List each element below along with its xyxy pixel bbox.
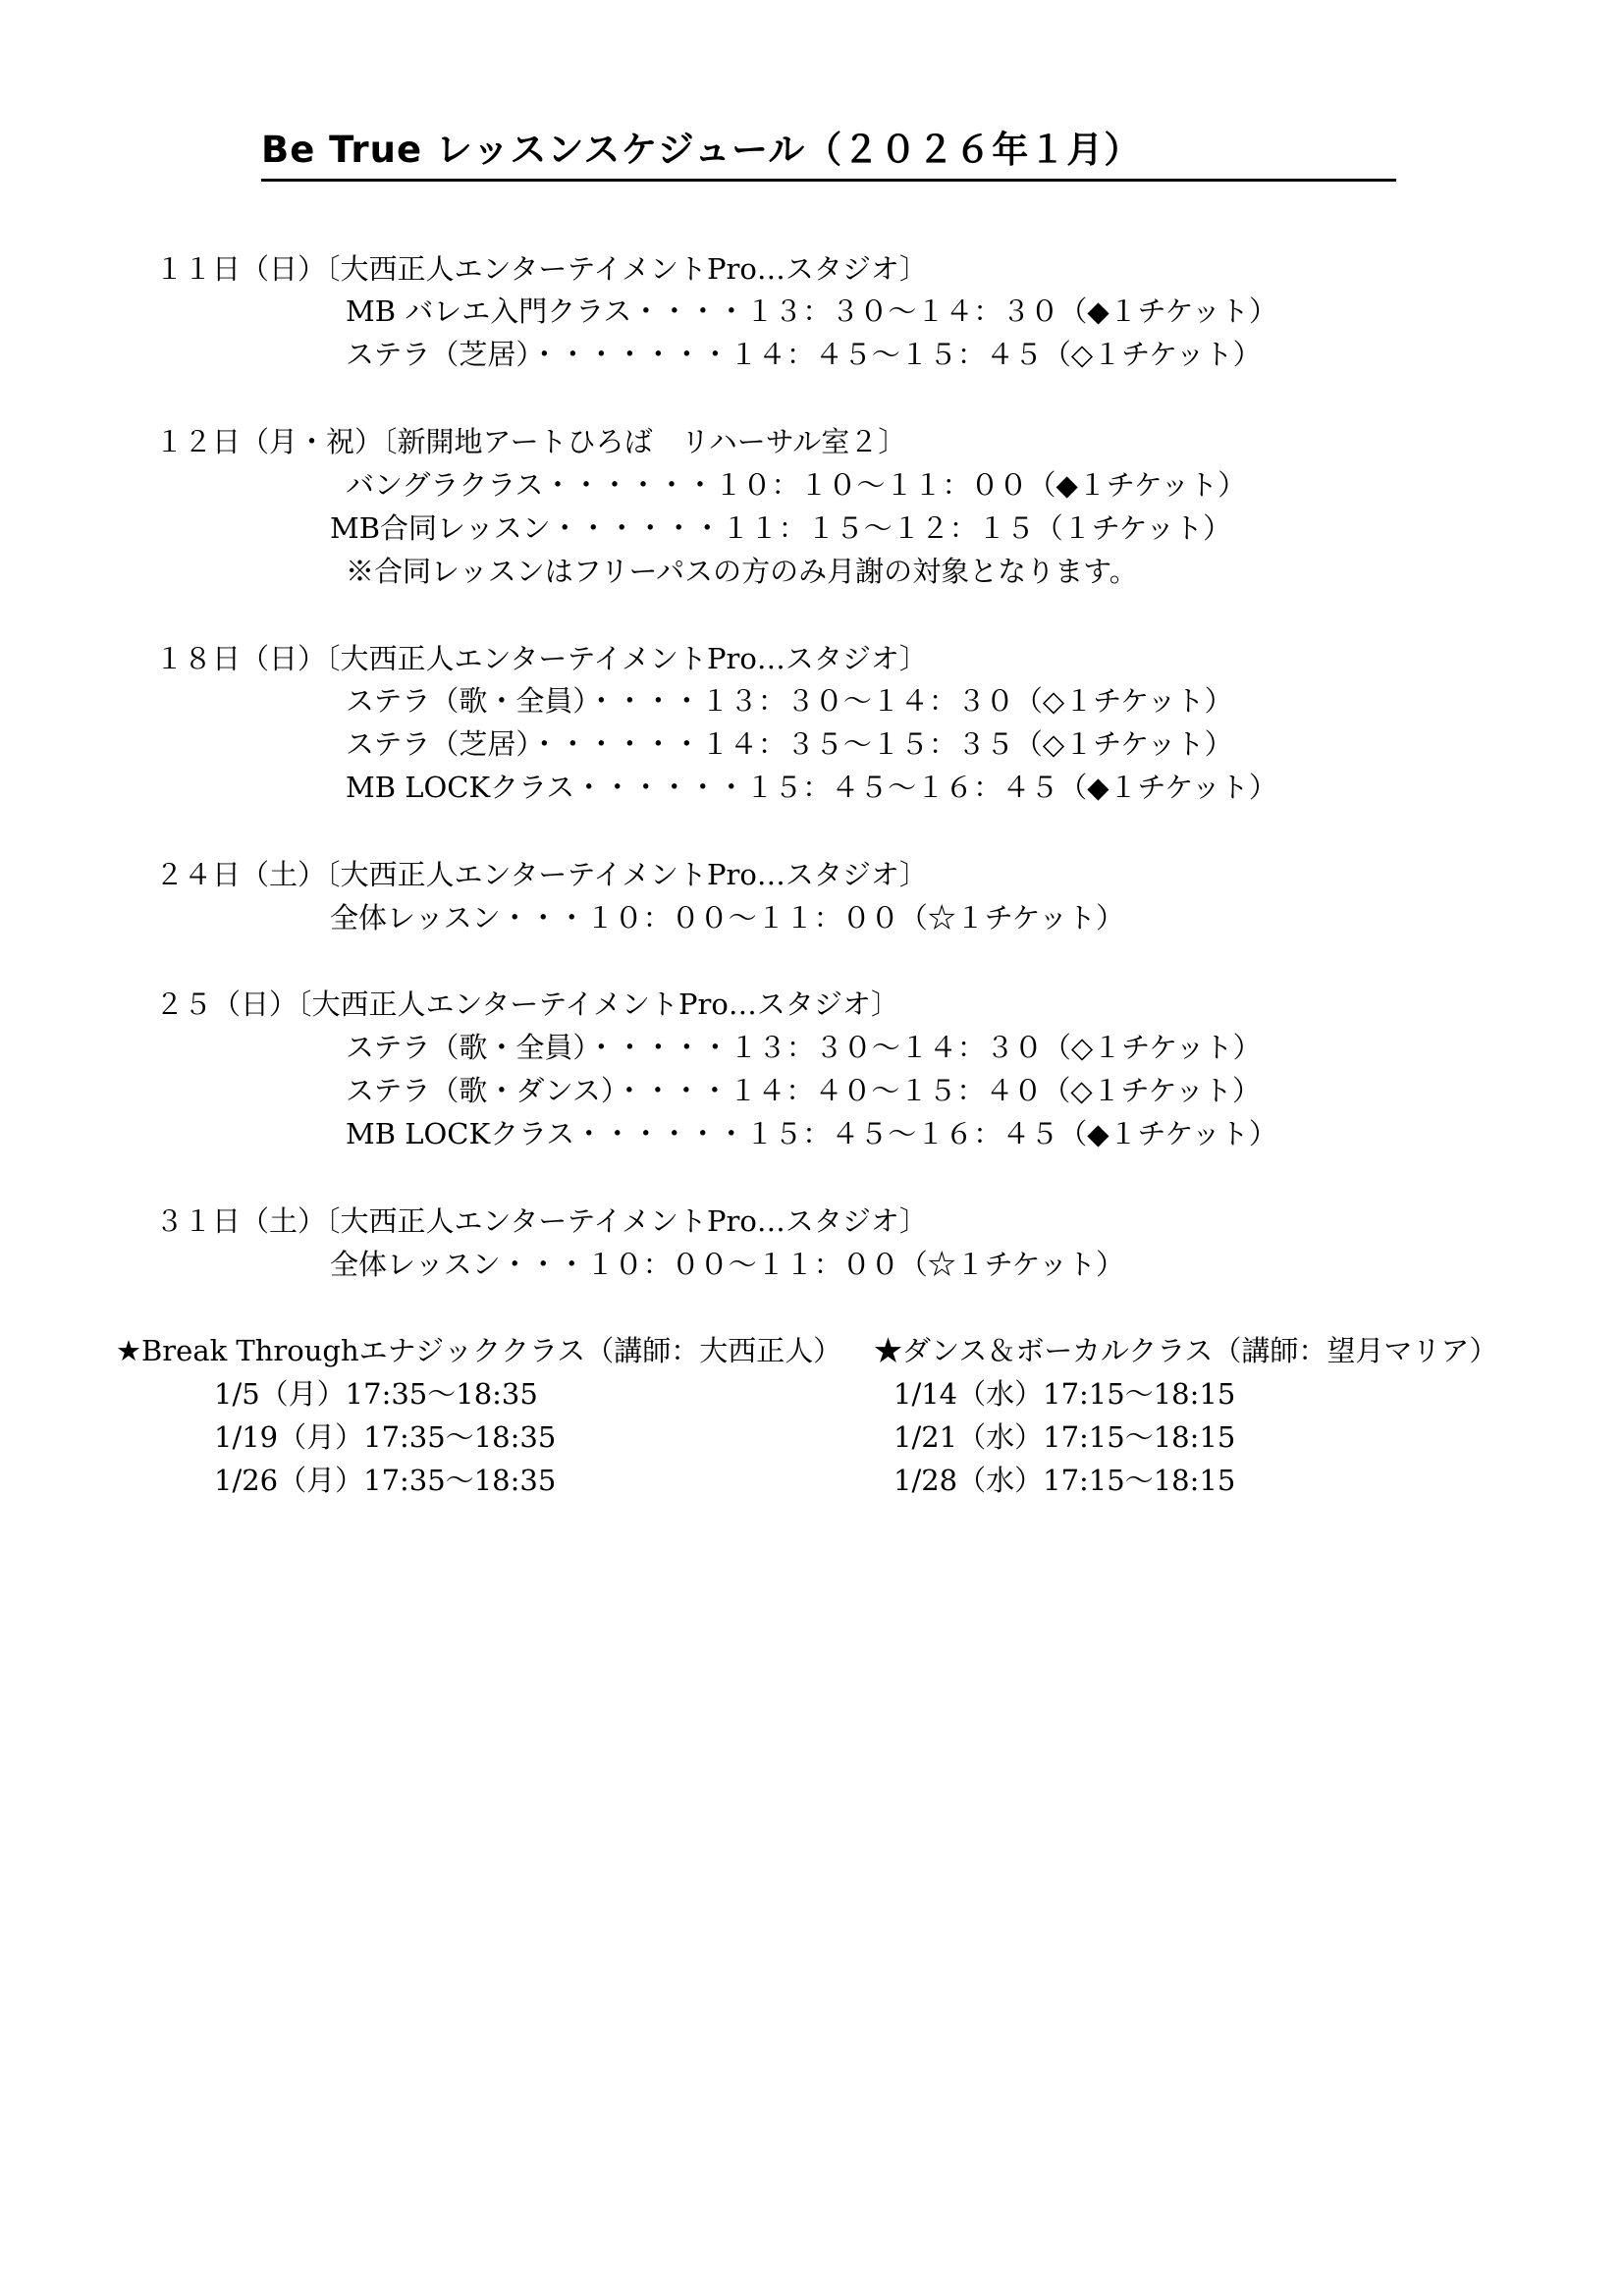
break-through-date: 1/5（月）17:35～18:35	[214, 1377, 538, 1411]
class-entry: 全体レッスン・・・１０：００～１１：００（☆１チケット）	[330, 1248, 1125, 1281]
class-entry: ステラ（歌・全員）・・・・・１３：３０～１４：３０（◇１チケット）	[346, 1031, 1262, 1064]
day-header-18: １８日（日）〔大西正人エンターテイメントPro…スタジオ〕	[155, 642, 928, 675]
title-underline	[261, 179, 1396, 182]
break-through-class-header: ★Break Throughエナジッククラス（講師：大西正人）	[116, 1334, 842, 1367]
page-title: Be True レッスンスケジュール（２０２６年１月）	[261, 129, 1142, 171]
note-line: ※合同レッスンはフリーパスの方のみ月謝の対象となります。	[346, 555, 1138, 588]
day-header-12: １２日（月・祝）〔新開地アートひろば リハーサル室２〕	[155, 425, 907, 458]
class-entry: ステラ（歌・ダンス）・・・・１４：４０～１５：４０（◇１チケット）	[346, 1074, 1262, 1107]
dance-vocal-date: 1/21（水）17:15～18:15	[893, 1420, 1236, 1454]
class-entry: ステラ（芝居）・・・・・・１４：３５～１５：３５（◇１チケット）	[346, 727, 1233, 761]
break-through-date: 1/19（月）17:35～18:35	[214, 1420, 557, 1454]
day-header-31: ３１日（土）〔大西正人エンターテイメントPro…スタジオ〕	[155, 1204, 928, 1238]
class-entry: バングラクラス・・・・・・１０：１０～１１：００（◆１チケット）	[346, 468, 1247, 502]
day-header-24: ２４日（土）〔大西正人エンターテイメントPro…スタジオ〕	[155, 858, 928, 891]
dance-vocal-date: 1/14（水）17:15～18:15	[893, 1377, 1236, 1411]
day-header-25: ２５（日）〔大西正人エンターテイメントPro…スタジオ〕	[155, 988, 899, 1021]
dance-vocal-date: 1/28（水）17:15～18:15	[893, 1464, 1236, 1497]
class-entry: ステラ（歌・全員）・・・・１３：３０～１４：３０（◇１チケット）	[346, 684, 1233, 718]
day-header-11: １１日（日）〔大西正人エンターテイメントPro…スタジオ〕	[155, 252, 928, 286]
class-entry: MB合同レッスン・・・・・・１１：１５～１２：１５（１チケット）	[330, 511, 1232, 545]
class-entry: ステラ（芝居）・・・・・・・１４：４５～１５：４５（◇１チケット）	[346, 338, 1262, 371]
class-entry: 全体レッスン・・・１０：００～１１：００（☆１チケット）	[330, 901, 1125, 934]
class-entry: MB LOCKクラス・・・・・・１５：４５～１６：４５（◆１チケット）	[346, 1117, 1277, 1150]
class-entry: MB バレエ入門クラス・・・・１３：３０～１４：３０（◆１チケット）	[346, 294, 1278, 328]
dance-vocal-class-header: ★ダンス＆ボーカルクラス（講師：望月マリア）	[874, 1334, 1498, 1367]
break-through-date: 1/26（月）17:35～18:35	[214, 1464, 557, 1497]
class-entry: MB LOCKクラス・・・・・・１５：４５～１６：４５（◆１チケット）	[346, 771, 1277, 804]
